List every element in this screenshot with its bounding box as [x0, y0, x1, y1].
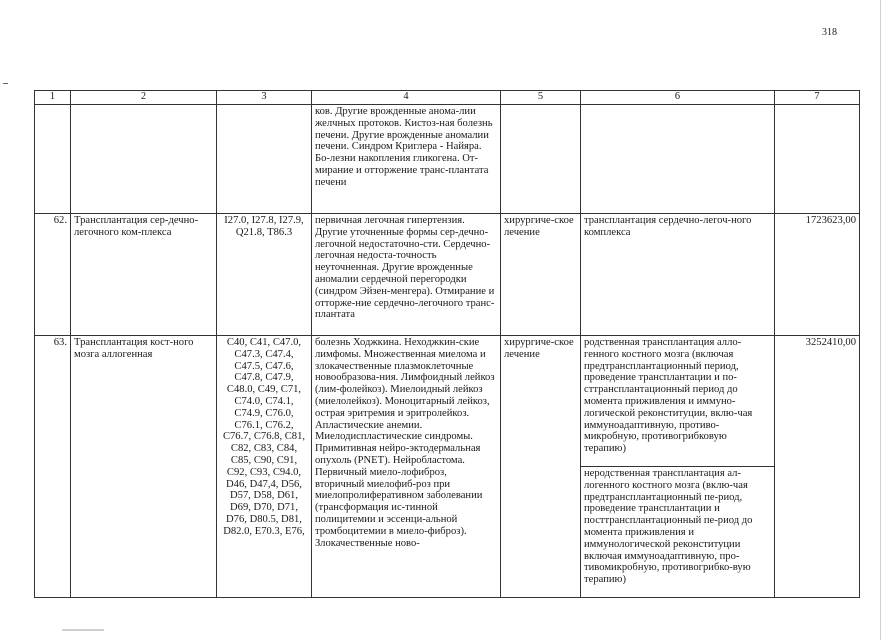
cell-cost [775, 105, 860, 214]
table-row-62 [35, 214, 860, 336]
cell-name: Трансплантация кост-ного мозга аллогенная [71, 336, 217, 598]
page-edge [880, 0, 881, 640]
cell-method [581, 105, 775, 214]
cell-treatment: хирургиче-ское лечение [501, 336, 581, 598]
page-number: 318 [822, 27, 837, 38]
cell-number [35, 105, 71, 214]
cell-codes: C40, C41, C47.0, C47.3, C47.4, C47.5, C47.6, C47.8, C47.9, C48.0, C49, C71, C74.0, C74.1, C74.9, C76.0, C76.1, C76.2, C76.7, C76.8, C81, C82, C83, C84, C85, C90, C91, C92, C93, C94.0, D46, D47,4, D56, D57, D58, D61, D69, D70, D71, D76, D80.5, D81, D82.0, E70.3, E76, [217, 336, 312, 598]
cell-treatment: хирургиче-ское лечение [501, 214, 581, 336]
header-col-1: 1 [35, 91, 71, 105]
cell-treatment [501, 105, 581, 214]
table-row-63 [35, 336, 860, 467]
cell-diagnosis: первичная легочная гипертензия. Другие уточненные формы сер-дечно- легочной недостаточно-сти. Сердечно-легочная недоста-точность неуточненная. Другие врожденные аномалии сердечной перегородки (синдром Эйзен-менгера). Отмирание и отторже-ние сердечно-легочного транс-плантата [312, 214, 501, 336]
cell-number: 63. [35, 336, 71, 598]
cell-diagnosis: болезнь Ходжкина. Неходжкин-ские лимфомы. Множественная миелома и злокачественные плазмоклеточные новообразова-ния. Лимфоидный лейкоз (лим-фолейкоз). Миелоидный лейкоз (миелолейкоз). Моноцитарный лейкоз, острая эритремия и эритролейкоз. Апластические анемии. Миелодиспластические синдромы. Примитивная нейро-эктодермальная опухоль (PNET). Нейробластома. Первичный миело-лофиброз, вторичный миелофиб-роз при миелопролиферативном заболевании (трансформация ис-тинной полицитемии и эссенци-альной тромбоцитемии в миело-фиброз). Злокачественные ново- [312, 336, 501, 598]
cell-method-unrelated: неродственная трансплантация ал-логенного костного мозга (вклю-чая предтрансплантационный пе-риод, проведение трансплантации и посттрансплантационный пе-риод до момента приживления и иммунологической реконституции включая иммуноадаптивную, про-тивомикробную, противогрибко-вую терапию) [581, 467, 775, 598]
header-col-4: 4 [312, 91, 501, 105]
column-number-header [35, 91, 860, 105]
scan-mark [62, 629, 104, 631]
header-col-3: 3 [217, 91, 312, 105]
header-col-2: 2 [71, 91, 217, 105]
cell-method: трансплантация сердечно-легоч-ного комплекса [581, 214, 775, 336]
cell-codes [217, 105, 312, 214]
cell-name: Трансплантация сер-дечно-легочного ком-плекса [71, 214, 217, 336]
margin-tick [3, 83, 8, 84]
cell-cost: 3252410,00 [775, 336, 860, 598]
header-col-5: 5 [501, 91, 581, 105]
cell-codes: I27.0, I27.8, I27.9, Q21.8, T86.3 [217, 214, 312, 336]
procedures-table [34, 90, 860, 598]
cell-diagnosis: ков. Другие врожденные анома-лии желчных протоков. Кистоз-ная болезнь печени. Другие врожденные аномалии печени. Синдром Криглера - Найяра. Бо-лезни накопления гликогена. От-мирание и отторжение транс-плантата печени [312, 105, 501, 214]
cell-number: 62. [35, 214, 71, 336]
cell-name [71, 105, 217, 214]
cell-cost: 1723623,00 [775, 214, 860, 336]
table-row-continuation [35, 105, 860, 214]
header-col-6: 6 [581, 91, 775, 105]
header-col-7: 7 [775, 91, 860, 105]
cell-method-related: родственная трансплантация алло-генного костного мозга (включая предтрансплантационный период, проведение трансплантации и по-сттрансплантационный период до момента приживления и иммуно-логической реконституции, вклю-чая иммуноадаптивную, противо-микробную, противогрибковую терапию) [581, 336, 775, 467]
